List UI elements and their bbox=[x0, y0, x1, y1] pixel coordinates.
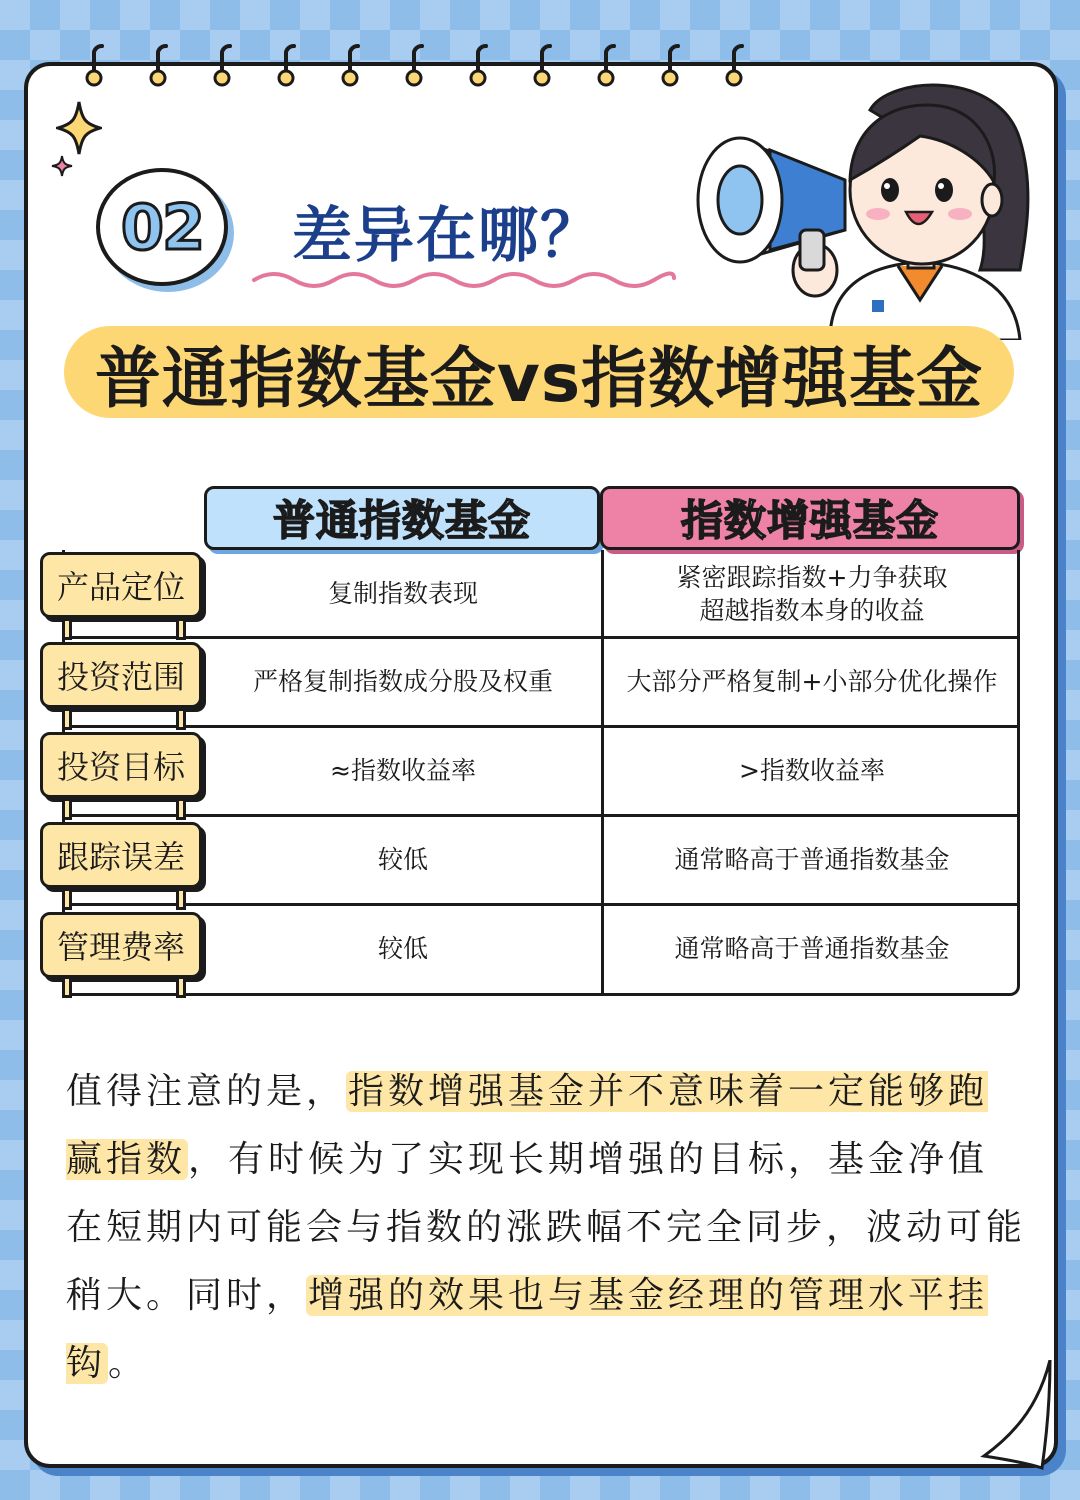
table-row bbox=[65, 725, 1017, 814]
binder-ring-icon bbox=[466, 42, 490, 88]
cell-index-fund: 较低 bbox=[377, 844, 428, 874]
row-label-positioning: 产品定位 bbox=[40, 552, 202, 618]
row-label-fee: 管理费率 bbox=[40, 912, 202, 978]
cell-index-fund: ≈指数收益率 bbox=[330, 755, 476, 785]
sign-leg bbox=[176, 618, 186, 640]
comparison-title: 普通指数基金vs指数增强基金 bbox=[94, 339, 984, 417]
para-text: ，有时候为了实现长期增强的目标，基金净值在短期内可能会与指数的涨跌幅不完全同步，波动可能稍大。同时， bbox=[66, 1139, 1027, 1316]
table-row bbox=[65, 903, 1017, 993]
comparison-table bbox=[62, 550, 1020, 996]
sign-leg bbox=[176, 708, 186, 730]
column-header-enhanced-fund: 指数增强基金 bbox=[600, 486, 1020, 550]
cell-index-fund: 严格复制指数成分股及权重 bbox=[252, 666, 553, 696]
binder-ring-icon bbox=[274, 42, 298, 88]
binder-ring-icon bbox=[146, 42, 170, 88]
sign-leg bbox=[62, 888, 72, 910]
sparkle-small-icon bbox=[50, 154, 74, 178]
cell-enhanced-fund: 大部分严格复制+小部分优化操作 bbox=[601, 639, 1020, 725]
sign-leg bbox=[62, 798, 72, 820]
cell-enhanced-fund: 通常略高于普通指数基金 bbox=[601, 906, 1020, 993]
para-highlight: 增强的效果也与基金经理的管理水平挂钩 bbox=[66, 1275, 989, 1384]
sign-leg bbox=[62, 708, 72, 730]
para-text: 值得注意的是， bbox=[66, 1071, 347, 1112]
sign-leg bbox=[176, 798, 186, 820]
cell-line: 紧密跟踪指数+力争获取 bbox=[676, 563, 948, 592]
sign-leg bbox=[62, 618, 72, 640]
binder-ring-icon bbox=[82, 42, 106, 88]
row-label-target: 投资目标 bbox=[40, 732, 202, 798]
binder-ring-icon bbox=[210, 42, 234, 88]
section-number-badge bbox=[96, 168, 228, 286]
binder-ring-icon bbox=[658, 42, 682, 88]
cell-enhanced-fund bbox=[601, 550, 1020, 639]
table-row bbox=[65, 814, 1017, 903]
binder-ring-icon bbox=[402, 42, 426, 88]
note-paragraph bbox=[66, 1058, 1026, 1398]
section-number: 02 bbox=[120, 190, 204, 264]
table-row bbox=[65, 636, 1017, 725]
page-curl bbox=[980, 1360, 1060, 1470]
row-label-scope: 投资范围 bbox=[40, 642, 202, 708]
cell-enhanced-fund: >指数收益率 bbox=[601, 728, 1020, 814]
cell-line: 超越指数本身的收益 bbox=[699, 595, 925, 625]
cell-index-fund: 复制指数表现 bbox=[327, 579, 478, 609]
cell-enhanced-fund: 通常略高于普通指数基金 bbox=[601, 817, 1020, 903]
sign-leg bbox=[176, 888, 186, 910]
cell-index-fund: 较低 bbox=[377, 934, 428, 964]
girl-with-megaphone-illustration bbox=[680, 70, 1060, 340]
row-label-tracking-error: 跟踪误差 bbox=[40, 822, 202, 888]
para-highlight: 指数增强基金并不意味着一定能够跑赢指数 bbox=[66, 1071, 989, 1180]
binder-ring-icon bbox=[530, 42, 554, 88]
section-heading: 差异在哪？ bbox=[292, 201, 602, 271]
binder-ring-icon bbox=[594, 42, 618, 88]
sign-leg bbox=[62, 976, 72, 998]
sparkle-icon bbox=[56, 100, 102, 156]
wavy-underline bbox=[250, 268, 680, 292]
column-header-index-fund: 普通指数基金 bbox=[204, 486, 600, 550]
table-row bbox=[65, 550, 1017, 639]
sign-leg bbox=[176, 976, 186, 998]
binder-ring-icon bbox=[338, 42, 362, 88]
para-text: 。 bbox=[108, 1343, 149, 1384]
